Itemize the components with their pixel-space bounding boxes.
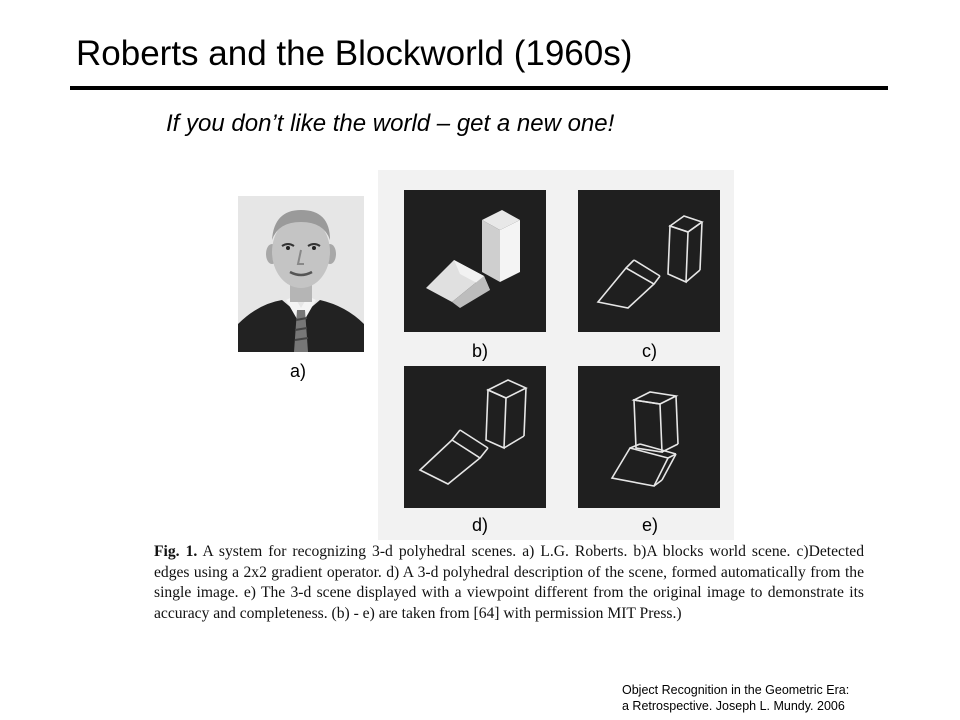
slide-subtitle: If you don’t like the world – get a new one! bbox=[166, 110, 615, 137]
panel-e-new-viewpoint bbox=[578, 366, 720, 508]
blocks-world-figure bbox=[378, 170, 734, 540]
figure-caption-lead: Fig. 1. bbox=[154, 543, 198, 560]
title-underline bbox=[70, 86, 888, 90]
label-a: a) bbox=[290, 361, 307, 381]
panel-c-detected-edges bbox=[578, 190, 720, 332]
figure-caption bbox=[154, 542, 864, 624]
panel-b-shaded-scene bbox=[404, 190, 546, 332]
label-e: e) bbox=[642, 515, 659, 535]
panel-d-polyhedral-model bbox=[404, 366, 546, 508]
label-b: b) bbox=[472, 341, 489, 361]
citation-line-2: a Retrospective. Joseph L. Mundy. 2006 bbox=[622, 699, 845, 713]
citation-line-1: Object Recognition in the Geometric Era: bbox=[622, 683, 850, 697]
citation bbox=[622, 682, 849, 714]
roberts-portrait-image bbox=[238, 196, 364, 352]
label-c: c) bbox=[642, 341, 657, 361]
figure-caption-text: A system for recognizing 3-d polyhedral scenes. a) L.G. Roberts. b)A blocks world scene. c)Detected edges using a 2x2 gradient operator. d) A 3-d polyhedral description of the scene, formed automatically from the single image. e) The 3-d scene displayed with a viewpoint different from the original image to demonstrate its accuracy and completeness. (b) - e) are taken from [64] with permission MIT Press.) bbox=[154, 543, 864, 622]
label-d: d) bbox=[472, 515, 489, 535]
slide-title: Roberts and the Blockworld (1960s) bbox=[76, 34, 633, 73]
